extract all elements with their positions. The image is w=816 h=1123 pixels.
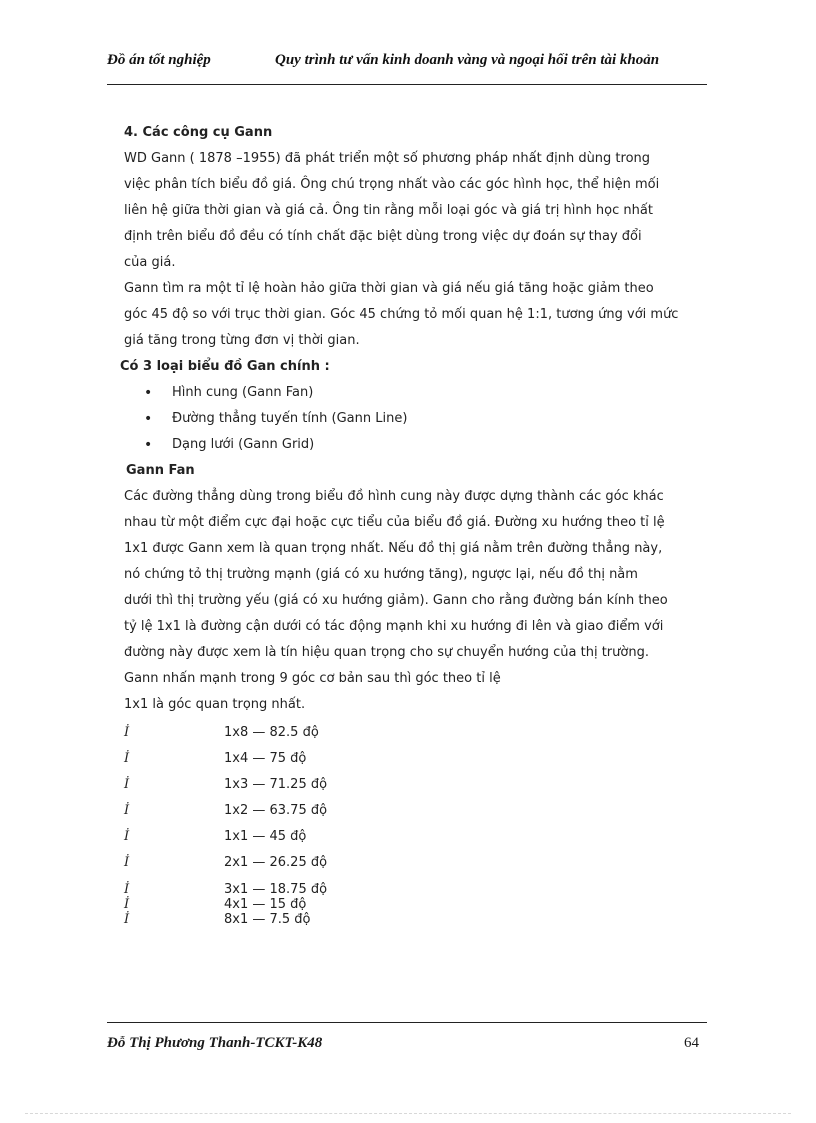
paragraph-line: tỷ lệ 1x1 là đường cận dưới có tác động mạnh khi xu hướng đi lên và giao điểm với [124,619,664,634]
angle-value: 8x1 — 7.5 độ [224,912,311,927]
paragraph-line: nhau từ một điểm cực đại hoặc cực tiểu của biểu đồ giá. Đường xu hướng theo tỉ lệ [124,515,665,530]
angle-list [124,720,714,927]
angle-row [124,772,714,798]
angle-value: 3x1 — 18.75 độ [224,882,328,897]
page-content [120,120,714,927]
types-heading: Có 3 loại biểu đồ Gan chính : [120,359,330,374]
bullet-mark-icon: İ [124,777,130,792]
bullet-mark-icon: İ [124,725,130,740]
paragraph-line: nó chứng tỏ thị trường mạnh (giá có xu hướng tăng), ngược lại, nếu đồ thị nằm [124,567,638,582]
page-footer [107,1035,707,1057]
paragraph-line: liên hệ giữa thời gian và giá cả. Ông tin rằng mỗi loại góc và giá trị hình học nhất [124,203,653,218]
angle-value: 1x2 — 63.75 độ [224,803,328,818]
bullet-mark-icon: İ [124,897,130,912]
gann-fan-heading: Gann Fan [126,463,195,478]
paragraph-line: góc 45 độ so với trục thời gian. Góc 45 chứng tỏ mối quan hệ 1:1, tương ứng với mức [124,307,679,322]
paragraph-line: WD Gann ( 1878 –1955) đã phát triển một số phương pháp nhất định dùng trong [124,151,651,166]
angle-row [124,798,714,824]
footer-author: Đỗ Thị Phương Thanh-TCKT-K48 [107,1035,323,1051]
section-heading: 4. Các công cụ Gann [124,125,273,140]
angle-row [124,897,714,912]
bullet-mark-icon: İ [124,803,130,818]
paragraph-line: Gann tìm ra một tỉ lệ hoàn hảo giữa thời gian và giá nếu giá tăng hoặc giảm theo [124,281,654,296]
page-number: 64 [684,1035,699,1051]
paragraph-line: Gann nhấn mạnh trong 9 góc cơ bản sau thì góc theo tỉ lệ [124,671,501,686]
angle-value: 2x1 — 26.25 độ [224,855,328,870]
page-edge-divider [25,1113,791,1114]
angle-row [124,882,714,897]
paragraph-line: 1x1 được Gann xem là quan trọng nhất. Nếu đồ thị giá nằm trên đường thẳng này, [124,541,663,556]
list-item: • Hình cung (Gann Fan) [124,380,714,406]
bullet-mark-icon: İ [124,829,130,844]
bullet-mark-icon: İ [124,882,130,897]
bullet-mark-icon: İ [124,912,130,927]
list-item: • Đường thẳng tuyến tính (Gann Line) [124,406,714,432]
bullet-mark-icon: İ [124,855,130,870]
paragraph-line: giá tăng trong từng đơn vị thời gian. [124,333,360,348]
paragraph-line: của giá. [124,255,176,270]
angle-row [124,746,714,772]
angle-value: 1x1 — 45 độ [224,829,307,844]
paragraph-line: việc phân tích biểu đồ giá. Ông chú trọng nhất vào các góc hình học, thể hiện mối [124,177,660,192]
angle-row [124,824,714,850]
paragraph-line: định trên biểu đồ đều có tính chất đặc biệt dùng trong việc dự đoán sự thay đổi [124,229,642,244]
header-left-title: Đồ án tốt nghiệp [107,52,211,68]
paragraph-line: đường này được xem là tín hiệu quan trọng cho sự chuyển hướng của thị trường. [124,645,649,660]
bullet-mark-icon: İ [124,751,130,766]
footer-divider [107,1022,707,1023]
paragraph-line: dưới thì thị trường yếu (giá có xu hướng giảm). Gann cho rằng đường bán kính theo [124,593,668,608]
angle-value: 1x8 — 82.5 độ [224,725,319,740]
angle-row [124,850,714,876]
angle-value: 1x4 — 75 độ [224,751,307,766]
types-list [124,380,714,458]
angle-row [124,720,714,746]
page-header [107,52,707,74]
angle-value: 1x3 — 71.25 độ [224,777,328,792]
angle-value: 4x1 — 15 độ [224,897,307,912]
list-item: • Dạng lưới (Gann Grid) [124,432,714,458]
paragraph-line: 1x1 là góc quan trọng nhất. [124,697,306,712]
header-right-title: Quy trình tư vấn kinh doanh vàng và ngoại hối trên tài khoản [275,52,660,68]
header-divider [107,84,707,85]
paragraph-line: Các đường thẳng dùng trong biểu đồ hình cung này được dựng thành các góc khác [124,489,664,504]
angle-row [124,912,714,927]
